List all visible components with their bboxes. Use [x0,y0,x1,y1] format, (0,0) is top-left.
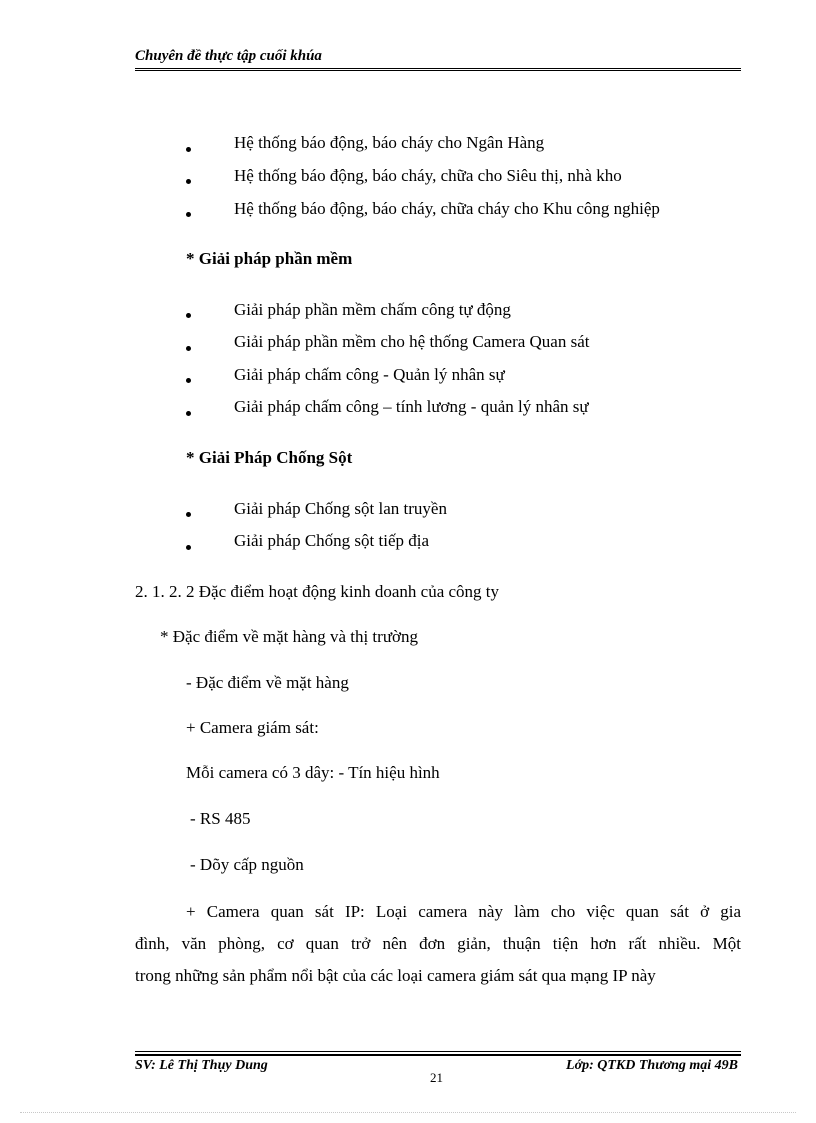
heading-lightning: * Giải Pháp Chống Sột [186,448,353,467]
footer-student: SV: Lê Thị Thụy Dung [135,1058,268,1073]
paragraph-line: + Camera quan sát IP: Loại camera này làm cho việc quan sát ở gia [186,902,741,921]
page-header-title: Chuyên đề thực tập cuối khúa [135,48,322,64]
bullet-dot [186,378,191,383]
sub-heading: * Đặc điểm về mặt hàng và thị trường [160,627,419,646]
list-item: Hệ thống báo động, báo cháy cho Ngân Hàng [234,133,545,152]
list-item: Giải pháp phần mềm cho hệ thống Camera Quan sát [234,332,590,351]
bullet-dot [186,411,191,416]
page-edge-line [20,1112,796,1113]
heading-software: * Giải pháp phần mềm [186,249,353,268]
bullet-dot [186,545,191,550]
camera-line: + Camera giám sát: [186,718,319,737]
power-line: - Dõy cấp nguồn [190,855,304,874]
list-item: Giải pháp phần mềm chấm công tự động [234,300,511,319]
paragraph-line: đình, văn phòng, cơ quan trở nên đơn giản, thuận tiện hơn rất nhiều. Một [135,934,741,953]
section-title: 2. 1. 2. 2 Đặc điểm hoạt động kinh doanh của công ty [135,582,500,601]
list-item: Giải pháp Chống sột tiếp địa [234,531,430,550]
ip-camera-paragraph [135,896,741,992]
list-item: Giải pháp Chống sột lan truyền [234,499,447,518]
bullet-dot [186,346,191,351]
page-number: 21 [430,1070,443,1085]
bullet-dot [186,212,191,217]
list-item: Giải pháp chấm công - Quản lý nhân sự [234,365,505,384]
list-item: Giải pháp chấm công – tính lương - quản lý nhân sự [234,397,589,416]
products-line: - Đặc điểm về mặt hàng [186,673,349,692]
rs485-line: - RS 485 [190,809,251,828]
bullet-dot [186,313,191,318]
bullet-dot [186,179,191,184]
paragraph-line: trong những sản phẩm nổi bật của các loại camera giám sát qua mạng IP này [135,966,656,985]
header-rule [135,68,741,71]
wires-line: Mỗi camera có 3 dây: - Tín hiệu hình [186,763,440,782]
footer-rule [135,1051,741,1052]
bullet-dot [186,512,191,517]
bullet-dot [186,147,191,152]
footer-class: Lớp: QTKD Thương mại 49B [566,1058,738,1073]
list-item: Hệ thống báo động, báo cháy, chữa cho Siêu thị, nhà kho [234,166,622,185]
footer-rule [135,1054,741,1056]
list-item: Hệ thống báo động, báo cháy, chữa cháy cho Khu công nghiệp [234,199,660,218]
